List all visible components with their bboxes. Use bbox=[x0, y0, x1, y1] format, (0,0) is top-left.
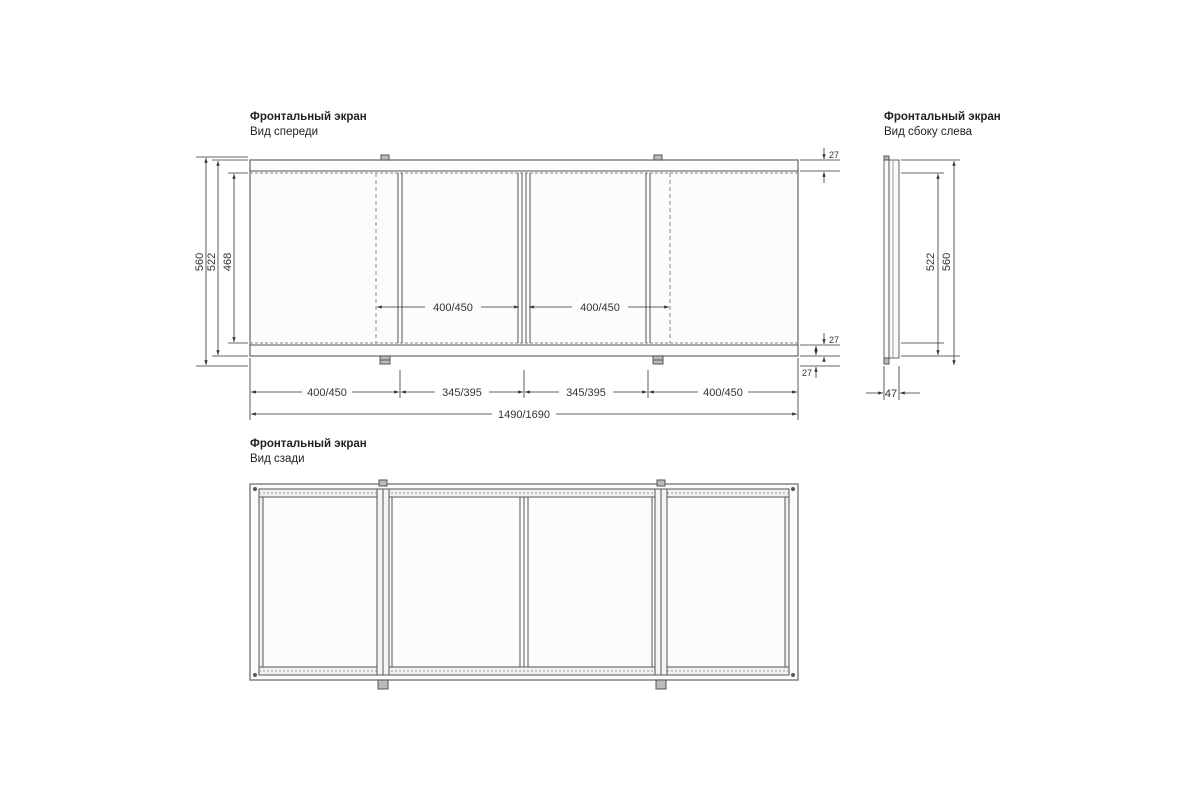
back-screw-tl bbox=[254, 488, 257, 491]
side-dims bbox=[866, 160, 960, 400]
front-frame-outline bbox=[250, 160, 798, 356]
dim-label-468: 468 bbox=[222, 252, 234, 272]
back-bolt-top-left bbox=[379, 480, 387, 486]
dim-label-total: 1490/1690 bbox=[498, 409, 550, 421]
front-view-title: Фронтальный экран bbox=[250, 111, 367, 123]
dim-label-b1: 400/450 bbox=[307, 387, 347, 399]
side-view bbox=[884, 156, 899, 364]
back-post-outer-right bbox=[785, 497, 789, 667]
back-screw-br bbox=[792, 674, 795, 677]
dim-label-top27: 27 bbox=[829, 150, 840, 160]
back-screw-tr bbox=[792, 488, 795, 491]
back-bolt-top-right bbox=[657, 480, 665, 486]
back-view-subtitle: Вид сзади bbox=[250, 453, 305, 465]
back-foot-left bbox=[378, 680, 388, 689]
side-profile-outline bbox=[884, 160, 899, 358]
side-dim-label-522: 522 bbox=[925, 252, 937, 272]
dim-label-b4: 400/450 bbox=[703, 387, 743, 399]
back-view-title: Фронтальный экран bbox=[250, 438, 367, 450]
dim-label-b3: 345/395 bbox=[566, 387, 606, 399]
back-view bbox=[250, 480, 798, 689]
side-dim-label-560: 560 bbox=[941, 252, 953, 272]
side-view-title: Фронтальный экран bbox=[884, 111, 1001, 123]
dim-label-mid27: 27 bbox=[829, 335, 840, 345]
dim-label-inner-left: 400/450 bbox=[433, 302, 473, 314]
front-bolt-top-right bbox=[654, 155, 662, 160]
back-foot-right bbox=[656, 680, 666, 689]
side-dim-label-47: 47 bbox=[884, 388, 898, 400]
front-view-subtitle: Вид спереди bbox=[250, 126, 319, 138]
back-post-outer-left bbox=[259, 497, 263, 667]
side-top-cap bbox=[884, 156, 889, 160]
back-screw-bl bbox=[254, 674, 257, 677]
side-view-subtitle: Вид сбоку слева bbox=[884, 126, 973, 138]
dim-label-560: 560 bbox=[194, 252, 206, 272]
dim-label-b2: 345/395 bbox=[442, 387, 482, 399]
dim-label-522: 522 bbox=[206, 252, 218, 272]
front-view bbox=[250, 155, 798, 364]
dim-label-inner-right: 400/450 bbox=[580, 302, 620, 314]
dim-label-bot27: 27 bbox=[802, 368, 813, 378]
side-bottom-foot bbox=[884, 358, 889, 364]
front-bolt-top-left bbox=[381, 155, 389, 160]
